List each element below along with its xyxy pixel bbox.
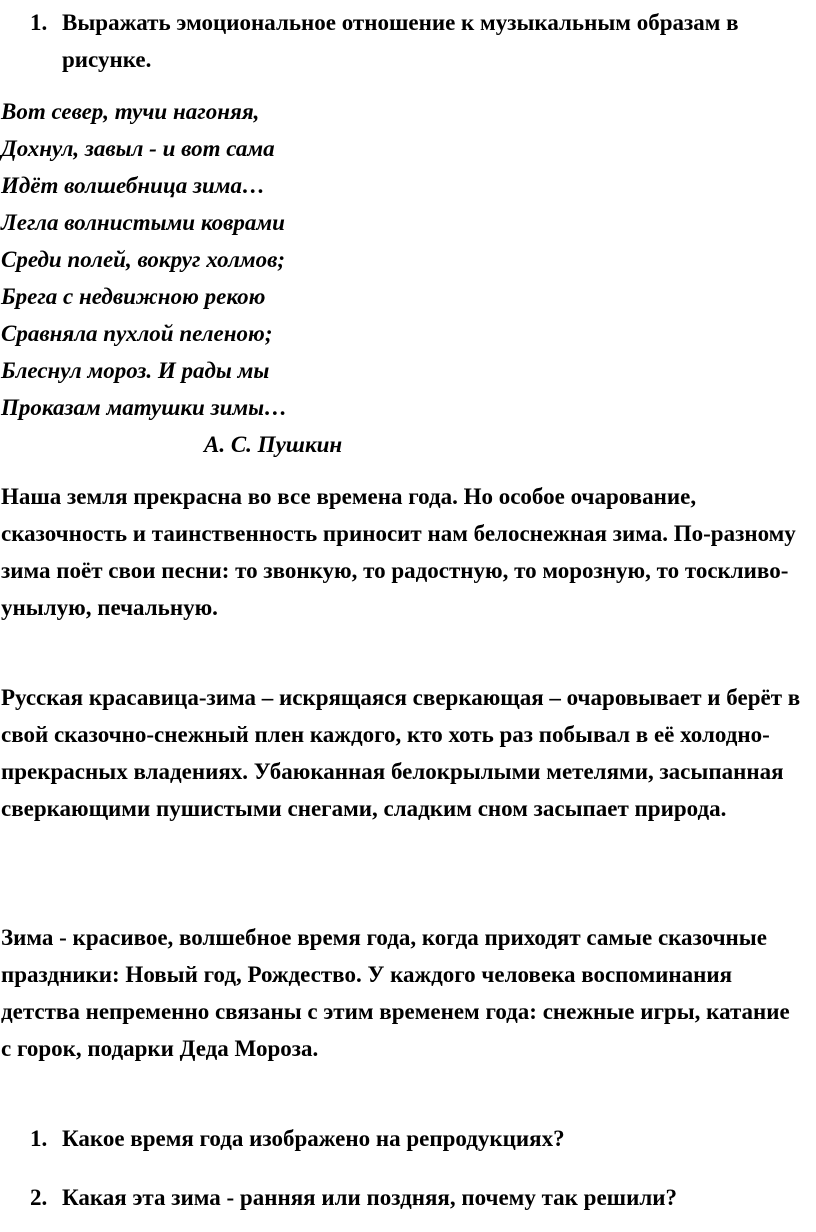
poem-line: Брега с недвижною рекою [1,284,266,309]
paragraph: Русская красавица-зима – искрящаяся сверкающая – очаровывает и берёт в свой сказочно-снежный плен каждого, кто хоть раз побывал в её холодно-прекрасных владениях. Убаюканная белокрылыми метелями, засыпанная сверкающими пушистыми снегами, сладким сном засыпает природа. [1,685,801,821]
task-heading-number: 1. [30,10,48,35]
question-text: Какое время года изображено на репродукциях? [62,1126,565,1151]
question-number: 2. [30,1185,48,1210]
poem-line: Легла волнистыми коврами [1,210,285,235]
question-text: Какая эта зима - ранняя или поздняя, почему так решили? [62,1185,678,1210]
paragraph: Наша земля прекрасна во все времена года. Но особое очарование, сказочность и таинственность приносит нам белоснежная зима. По-разному зима поёт свои песни: то звонкую, то радостную, то морозную, то тоскливо-унылую, печальную. [1,484,796,620]
poem-line: Проказам матушки зимы… [1,395,288,420]
poem-line: Среди полей, вокруг холмов; [1,247,286,272]
poem-line: Идёт волшебница зима… [1,173,266,198]
poem-line: Блеснул мороз. И рады мы [1,358,270,383]
poem [1,93,701,463]
question-number: 1. [30,1126,48,1151]
poem-line: Сравняла пухлой пеленою; [1,321,273,346]
poem-author: А. С. Пушкин [204,432,343,457]
question-item [30,1120,816,1157]
poem-line: Вот север, тучи нагоняя, [1,99,260,124]
task-heading [30,4,790,78]
task-heading-text: Выражать эмоциональное отношение к музыкальным образам в рисунке. [62,10,739,72]
paragraph: Зима - красивое, волшебное время года, когда приходят самые сказочные праздники: Новый год, Рождество. У каждого человека воспоминания детства непременно связаны с этим временем года: снежные игры, катание с горок, подарки Деда Мороза. [1,925,790,1061]
question-item [30,1179,816,1216]
poem-line: Дохнул, завыл - и вот сама [1,136,275,161]
